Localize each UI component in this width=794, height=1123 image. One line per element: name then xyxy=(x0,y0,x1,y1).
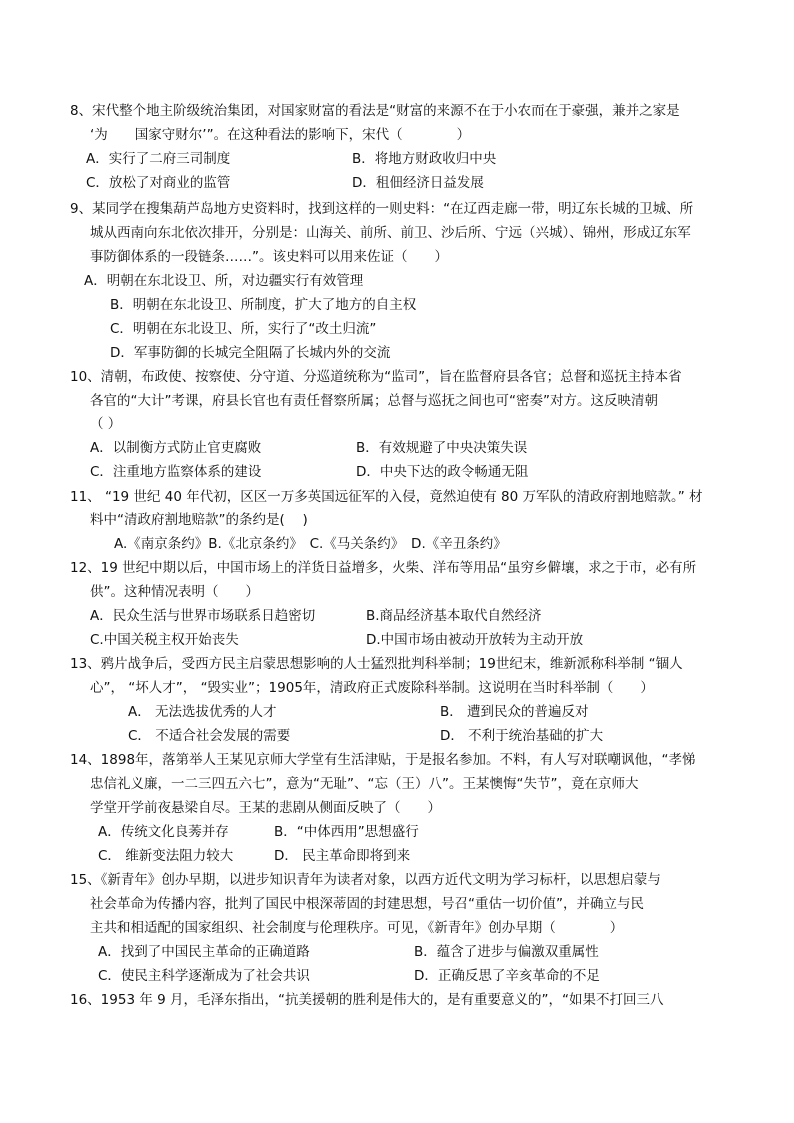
question-15-option-b: B．蕴含了进步与偏激双重属性 xyxy=(414,944,599,960)
question-10-option-d: D．中央下达的政令畅通无阻 xyxy=(356,464,529,480)
question-13-stem-line-1: 13、鸦片战争后，受西方民主启蒙思想影响的人士猛烈批判科举制；19世纪末，维新派称科举制 “锢人 xyxy=(70,656,683,672)
question-12-option-d: D.中国市场由被动开放转为主动开放 xyxy=(366,632,584,648)
question-9-stem-line-2: 城从西南向东北依次排开，分别是：山海关、前所、前卫、沙后所、宁远（兴城）、锦州，形成辽东军 xyxy=(90,225,691,241)
question-12-stem-line-2: 供”。这种情况表明（ ） xyxy=(90,584,259,600)
question-11-stem-line-2: 料中“清政府割地赔款”的条约是( ) xyxy=(90,512,308,528)
question-11-stem-line-1: 11、 “19 世纪 40 年代初，区区一万多英国远征军的入侵，竟然迫使有 80 万军队的清政府割地赔款。” 材 xyxy=(70,489,703,505)
question-12-stem-line-1: 12、19 世纪中期以后，中国市场上的洋货日益增多，火柴、洋布等用品“虽穷乡僻壤，求之于市，必有所 xyxy=(70,560,697,576)
question-13-stem-line-2: 心”， “坏人才”， “毁实业”；1905年，清政府正式废除科举制。这说明在当时科举制（ ） xyxy=(90,680,654,696)
question-13-option-d: D． 不利于统治基础的扩大 xyxy=(440,728,604,744)
question-15-stem-line-3: 主共和相适配的国家组织、社会制度与伦理秩序。可见，《新青年》创办早期（ ） xyxy=(90,920,624,936)
question-8-option-a: A．实行了二府三司制度 xyxy=(86,151,231,167)
question-14-option-b: B．“中体西用”思想盛行 xyxy=(274,824,419,840)
question-13-option-a: A． 无法选拔优秀的人才 xyxy=(128,704,277,720)
question-14-stem-line-1: 14、1898年，落第举人王某见京师大学堂有生活津贴，于是报名参加。不料，有人写对联嘲讽他，“孝悌 xyxy=(70,752,696,768)
question-10-stem-line-2: 各官的“大计”考课，府县长官也有责任督察所属；总督与巡抚之间也可“密奏”对方。这反映清朝 xyxy=(90,393,658,409)
question-15-stem-line-2: 社会革命为传播内容，批判了国民中根深蒂固的封建思想，号召“重估一切价值”，并确立与民 xyxy=(90,896,644,912)
question-13-option-c: C． 不适合社会发展的需要 xyxy=(128,728,291,744)
question-11-options: A.《南京条约》B.《北京条约》 C.《马关条约》 D.《辛丑条约》 xyxy=(114,536,507,552)
question-9-stem-line-3: 事防御体系的一段链条……”。该史料可以用来佐证（ ） xyxy=(90,249,448,265)
question-12-option-b: B.商品经济基本取代自然经济 xyxy=(366,608,542,624)
question-15-stem-line-1: 15、《新青年》创办早期，以进步知识青年为读者对象，以西方近代文明为学习标杆，以思想启蒙与 xyxy=(70,872,661,888)
question-15-option-c: C．使民主科学逐渐成为了社会共识 xyxy=(98,968,310,984)
question-10-option-c: C．注重地方监察体系的建设 xyxy=(90,464,262,480)
question-14-option-a: A．传统文化良莠并存 xyxy=(98,824,229,840)
question-13-option-b: B． 遭到民众的普遍反对 xyxy=(440,704,589,720)
question-9-option-b: B．明朝在东北设卫、所制度，扩大了地方的自主权 xyxy=(110,297,417,313)
question-8-stem-line-1: 8、宋代整个地主阶级统治集团，对国家财富的看法是“财富的来源不在于小农而在于豪强，兼并之家是 xyxy=(70,103,680,119)
question-8-option-b: B．将地方财政收归中央 xyxy=(352,151,497,167)
question-10-option-a: A．以制衡方式防止官吏腐败 xyxy=(90,440,262,456)
question-16-stem-line-1: 16、1953 年 9 月，毛泽东指出，“抗美援朝的胜利是伟大的，是有重要意义的”，“如果不打回三八 xyxy=(70,992,664,1008)
question-15-option-d: D．正确反思了辛亥革命的不足 xyxy=(414,968,600,984)
question-9-stem-line-1: 9、某同学在搜集葫芦岛地方史资料时，找到这样的一则史料：“在辽西走廊一带，明辽东长城的卫城、所 xyxy=(70,201,694,217)
question-10-option-b: B．有效规避了中央决策失误 xyxy=(356,440,528,456)
question-9-option-d: D．军事防御的长城完全阻隔了长城内外的交流 xyxy=(110,345,391,361)
question-8-option-c: C．放松了对商业的监管 xyxy=(86,175,231,191)
question-9-option-c: C．明朝在东北设卫、所，实行了“改土归流” xyxy=(110,321,377,337)
question-8-stem-line-2: ‘为 国家守财尔’”。在这种看法的影响下，宋代（ ） xyxy=(90,127,471,143)
question-10-stem-line-1: 10、清朝，布政使、按察使、分守道、分巡道统称为“监司”，旨在监督府县各官；总督和巡抚主持本省 xyxy=(70,369,682,385)
question-14-stem-line-2: 忠信礼义廉，一二三四五六七”，意为“无耻”、“忘（王）八”。王某懊悔“失节”，竟在京师大 xyxy=(90,776,639,792)
question-14-option-d: D． 民主革命即将到来 xyxy=(274,848,411,864)
question-12-option-c: C.中国关税主权开始丧失 xyxy=(90,632,239,648)
question-14-stem-line-3: 学堂开学前夜悬梁自尽。王某的悲剧从侧面反映了（ ） xyxy=(90,800,441,816)
question-9-option-a: A．明朝在东北设卫、所，对边疆实行有效管理 xyxy=(84,273,364,289)
question-8-option-d: D．租佃经济日益发展 xyxy=(352,175,484,191)
question-12-option-a: A．民众生活与世界市场联系日趋密切 xyxy=(90,608,316,624)
question-14-option-c: C． 维新变法阻力较大 xyxy=(98,848,234,864)
question-10-stem-line-3: （ ） xyxy=(90,416,122,432)
question-15-option-a: A．找到了中国民主革命的正确道路 xyxy=(98,944,310,960)
